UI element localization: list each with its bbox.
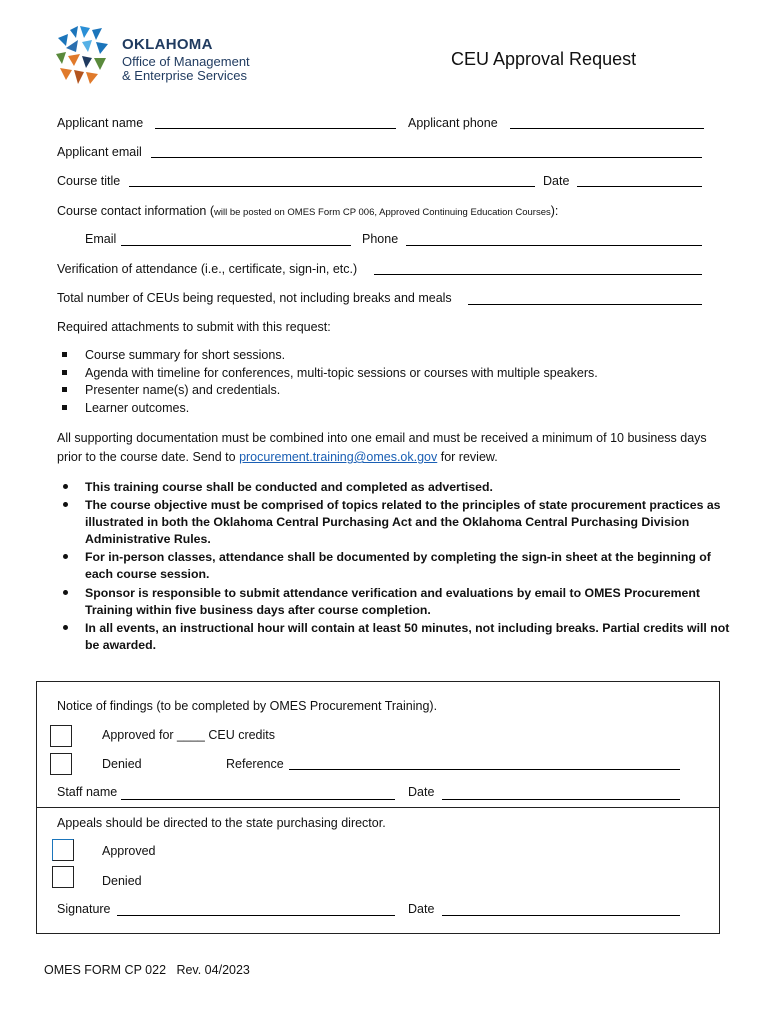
applicant-phone-field[interactable] bbox=[510, 128, 704, 129]
total-ceus-field[interactable] bbox=[468, 304, 702, 305]
supporting-line-2 bbox=[57, 449, 498, 465]
contact-email-field[interactable] bbox=[121, 245, 351, 246]
signature-label: Signature bbox=[57, 902, 111, 916]
appeals-date-label: Date bbox=[408, 902, 435, 916]
omes-logo bbox=[52, 24, 272, 88]
attachment-item-text: Agenda with timeline for conferences, multi-topic sessions or courses with multiple speakers. bbox=[85, 366, 598, 380]
appeals-approved-checkbox[interactable] bbox=[52, 839, 74, 861]
contact-phone-field[interactable] bbox=[406, 245, 702, 246]
attachment-item-text: Course summary for short sessions. bbox=[85, 348, 286, 362]
findings-box bbox=[36, 681, 720, 934]
rule-text-line: Training within five business days after course completion. bbox=[85, 603, 431, 617]
findings-date-label: Date bbox=[408, 785, 435, 799]
course-title-label: Course title bbox=[57, 174, 121, 188]
course-date-field[interactable] bbox=[577, 186, 702, 187]
rule-text-line: For in-person classes, attendance shall be documented by completing the sign-in sheet at the beginning of bbox=[85, 550, 711, 564]
staff-name-field[interactable] bbox=[121, 799, 395, 800]
appeals-notice: Appeals should be directed to the state purchasing director. bbox=[57, 816, 386, 830]
round-bullet-icon bbox=[63, 554, 68, 559]
appeals-approved-label: Approved bbox=[102, 844, 156, 858]
course-date-label: Date bbox=[543, 174, 570, 188]
rule-text-line: In all events, an instructional hour will contain at least 50 minutes, not including breaks. Partial credits will not bbox=[85, 621, 730, 635]
findings-divider bbox=[37, 807, 719, 808]
rule-text-line: This training course shall be conducted and completed as advertised. bbox=[85, 480, 493, 494]
square-bullet-icon bbox=[62, 352, 67, 357]
round-bullet-icon bbox=[63, 590, 68, 595]
total-ceus-label: Total number of CEUs being requested, not including breaks and meals bbox=[57, 291, 452, 305]
approved-for-checkbox[interactable] bbox=[50, 725, 72, 747]
verification-field[interactable] bbox=[374, 274, 702, 275]
rule-text-line: illustrated in both the Oklahoma Central Purchasing Act and the Oklahoma Central Purchasing Division bbox=[85, 515, 690, 529]
findings-denied-checkbox[interactable] bbox=[50, 753, 72, 775]
rule-text-line: each course session. bbox=[85, 567, 210, 581]
square-bullet-icon bbox=[62, 387, 67, 392]
list-item bbox=[62, 382, 662, 400]
list-item bbox=[62, 347, 662, 365]
list-item bbox=[62, 400, 662, 418]
attachment-item-text: Presenter name(s) and credentials. bbox=[85, 383, 281, 397]
applicant-email-field[interactable] bbox=[151, 157, 702, 158]
applicant-phone-label: Applicant phone bbox=[408, 116, 498, 130]
rule-text-line: The course objective must be comprised of topics related to the principles of state procurement practices as bbox=[85, 498, 721, 512]
course-contact-suffix: ): bbox=[550, 204, 559, 218]
attachments-heading: Required attachments to submit with this request: bbox=[57, 320, 331, 334]
contact-email-label: Email bbox=[85, 232, 117, 246]
course-title-field[interactable] bbox=[129, 186, 535, 187]
findings-date-field[interactable] bbox=[442, 799, 680, 800]
form-footer: OMES FORM CP 022 Rev. 04/2023 bbox=[44, 963, 250, 977]
logo-line-1: OKLAHOMA bbox=[122, 36, 213, 53]
findings-denied-label: Denied bbox=[102, 757, 142, 771]
logo-line-3: & Enterprise Services bbox=[122, 68, 247, 83]
round-bullet-icon bbox=[63, 502, 68, 507]
rule-text-line: Sponsor is responsible to submit attendance verification and evaluations by email to OMES Procurement bbox=[85, 586, 700, 600]
omes-logo-mark bbox=[52, 24, 114, 88]
applicant-name-field[interactable] bbox=[155, 128, 396, 129]
page-title: CEU Approval Request bbox=[451, 49, 637, 69]
appeals-date-field[interactable] bbox=[442, 915, 680, 916]
contact-phone-label: Phone bbox=[362, 232, 399, 246]
verification-label: Verification of attendance (i.e., certificate, sign-in, etc.) bbox=[57, 262, 358, 276]
course-contact-prefix: Course contact information ( bbox=[57, 204, 215, 218]
logo-line-2: Office of Management bbox=[122, 54, 250, 69]
reference-field[interactable] bbox=[289, 769, 680, 770]
approved-for-label: Approved for ____ CEU credits bbox=[102, 728, 276, 742]
reference-label: Reference bbox=[226, 757, 284, 771]
square-bullet-icon bbox=[62, 370, 67, 375]
rule-text-line: be awarded. bbox=[85, 638, 157, 652]
rule-text-line: Administrative Rules. bbox=[85, 532, 211, 546]
supporting-line-1: All supporting documentation must be combined into one email and must be received a minimum of 10 business days bbox=[57, 431, 707, 445]
signature-field[interactable] bbox=[117, 915, 395, 916]
procurement-email-link[interactable]: procurement.training@omes.ok.gov bbox=[239, 450, 438, 464]
findings-notice: Notice of findings (to be completed by OMES Procurement Training). bbox=[57, 699, 438, 713]
list-item bbox=[62, 365, 662, 383]
course-contact-note: will be posted on OMES Form CP 006, Approved Continuing Education Courses bbox=[214, 207, 551, 218]
supporting-line-2-suffix: for review. bbox=[437, 450, 498, 464]
applicant-name-label: Applicant name bbox=[57, 116, 144, 130]
course-contact-heading bbox=[57, 203, 558, 221]
applicant-email-label: Applicant email bbox=[57, 145, 142, 159]
attachment-item-text: Learner outcomes. bbox=[85, 401, 190, 415]
round-bullet-icon bbox=[63, 484, 68, 489]
staff-name-label: Staff name bbox=[57, 785, 118, 799]
square-bullet-icon bbox=[62, 405, 67, 410]
supporting-line-2-prefix: prior to the course date. Send to bbox=[57, 450, 240, 464]
appeals-denied-checkbox[interactable] bbox=[52, 866, 74, 888]
appeals-denied-label: Denied bbox=[102, 874, 142, 888]
round-bullet-icon bbox=[63, 625, 68, 630]
